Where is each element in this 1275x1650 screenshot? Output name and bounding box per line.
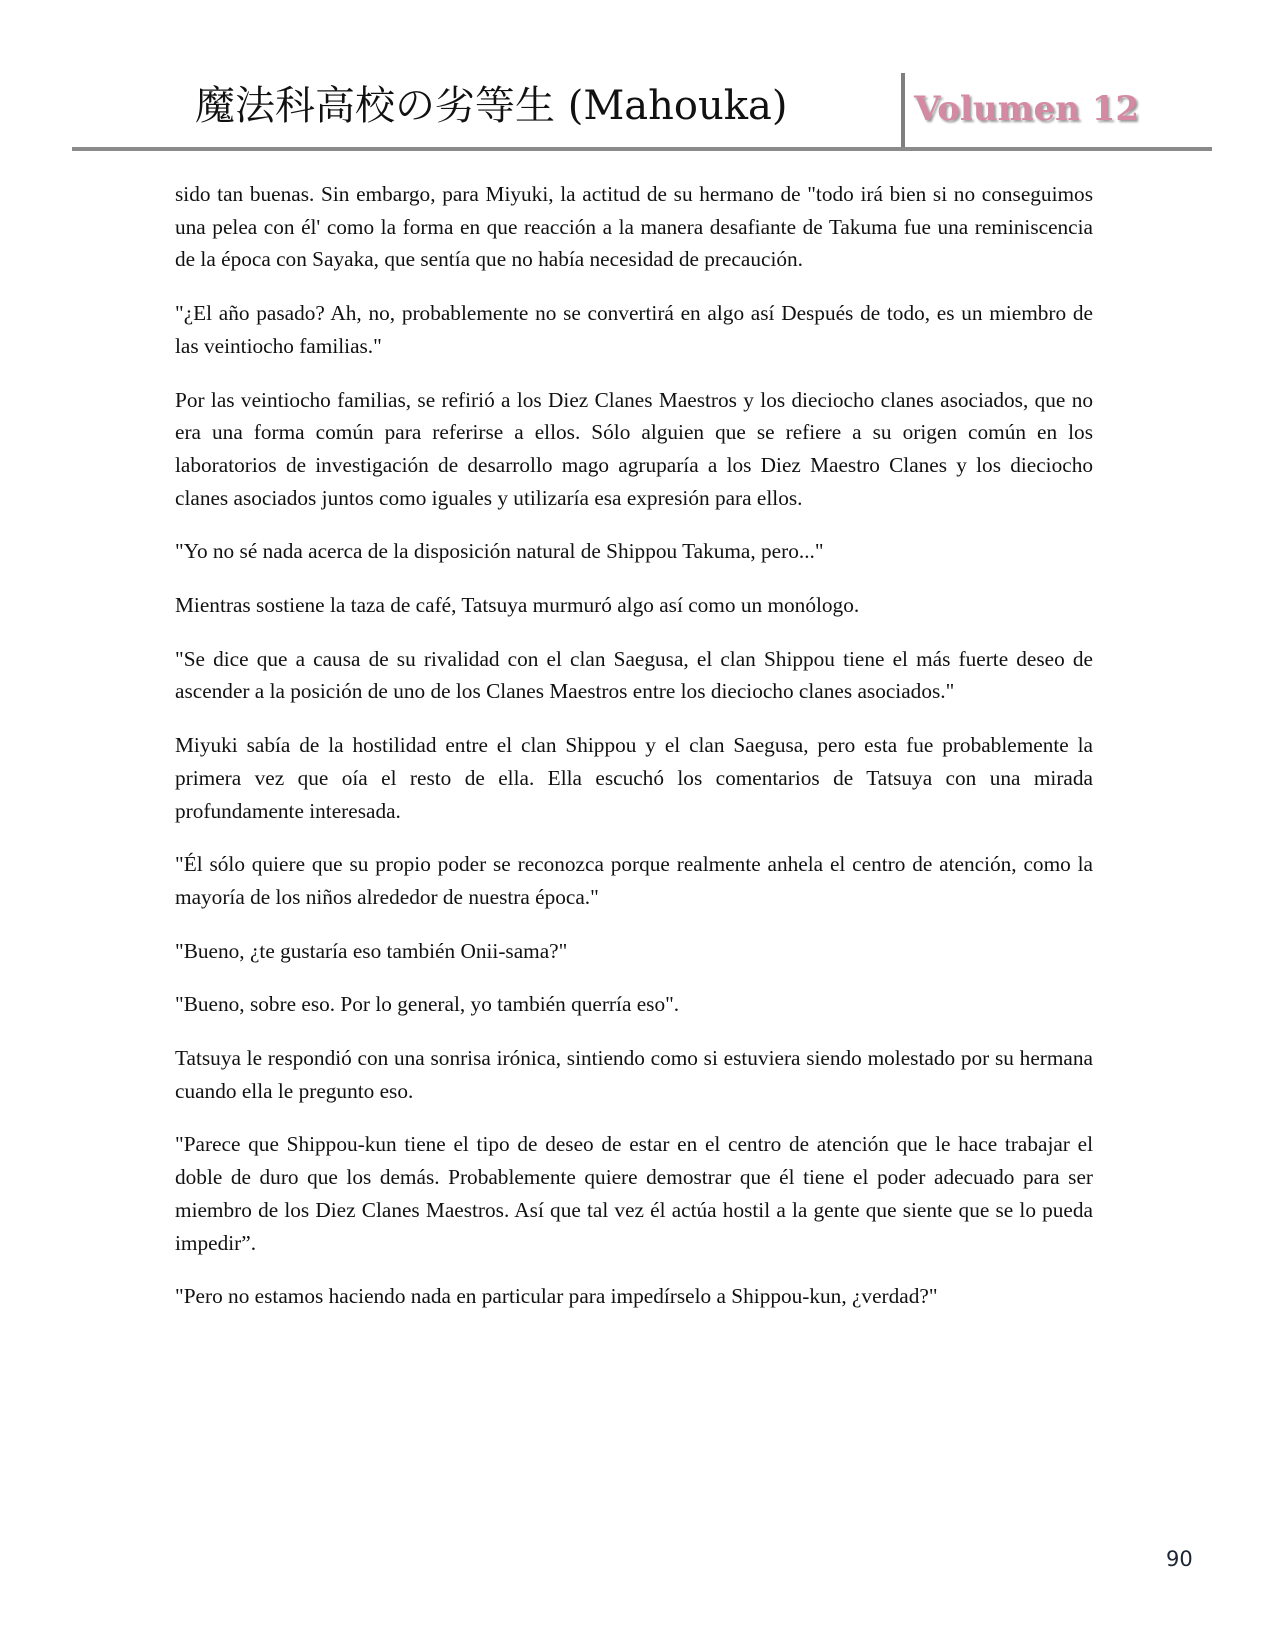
paragraph: "¿El año pasado? Ah, no, probablemente no se convertirá en algo así Después de todo, es un miembro de las veintiocho familias." — [175, 301, 1093, 358]
paragraph: Miyuki sabía de la hostilidad entre el clan Shippou y el clan Saegusa, pero esta fue probablemente la primera vez que oía el resto de ella. Ella escuchó los comentarios de Tatsuya con una mirada profundamente interesada. — [175, 733, 1093, 823]
paragraph: Mientras sostiene la taza de café, Tatsuya murmuró algo así como un monólogo. — [175, 593, 860, 618]
paragraph: "Se dice que a causa de su rivalidad con el clan Saegusa, el clan Shippou tiene el más fuerte deseo de ascender a la posición de uno de los Clanes Maestros entre los dieciocho clanes asociados." — [175, 646, 1093, 704]
volume-label: Volumen 12 — [914, 89, 1140, 129]
header-rule — [72, 147, 1212, 151]
paragraph: Tatsuya le respondió con una sonrisa irónica, sintiendo como si estuviera siendo molestado por su hermana cuando ella le pregunto eso. — [175, 1046, 1093, 1103]
paragraph: "Yo no sé nada acerca de la disposición natural de Shippou Takuma, pero..." — [175, 539, 824, 564]
paragraph: "Parece que Shippou-kun tiene el tipo de deseo de estar en el centro de atención que le hace trabajar el doble de duro que los demás. Probablemente quiere demostrar que él tiene el poder adecuado para ser miembro de los Diez Clanes Maestros. Así que tal vez él actúa hostil a la gente que siente que se lo pueda impedir”. — [175, 1132, 1093, 1255]
body-text — [175, 178, 1093, 1334]
book-title: 魔法科高校の劣等生 (Mahouka) — [195, 83, 788, 129]
paragraph: "Bueno, ¿te gustaría eso también Onii-sama?" — [175, 938, 568, 963]
page-number: 90 — [1166, 1547, 1193, 1571]
paragraph: sido tan buenas. Sin embargo, para Miyuki, la actitud de su hermano de "todo irá bien si no conseguimos una pelea con él' como la forma en que reacción a la manera desafiante de Takuma fue una reminiscencia de la época con Sayaka, que sentía que no había necesidad de precaución. — [175, 182, 1093, 272]
paragraph: "Él sólo quiere que su propio poder se reconozca porque realmente anhela el centro de atención, como la mayoría de los niños alrededor de nuestra época." — [175, 852, 1093, 909]
header-divider — [901, 73, 905, 151]
paragraph: "Pero no estamos haciendo nada en particular para impedírselo a Shippou-kun, ¿verdad?" — [175, 1284, 938, 1309]
paragraph: Por las veintiocho familias, se refirió a los Diez Clanes Maestros y los dieciocho clanes asociados, que no era una forma común para referirse a ellos. Sólo alguien que se refiere a su origen común en los laboratorios de investigación de desarrollo mago agruparía a los Diez Maestro Clanes y los dieciocho clanes asociados juntos como iguales y utilizaría esa expresión para ellos. — [175, 387, 1093, 510]
paragraph: "Bueno, sobre eso. Por lo general, yo también querría eso". — [175, 992, 680, 1017]
